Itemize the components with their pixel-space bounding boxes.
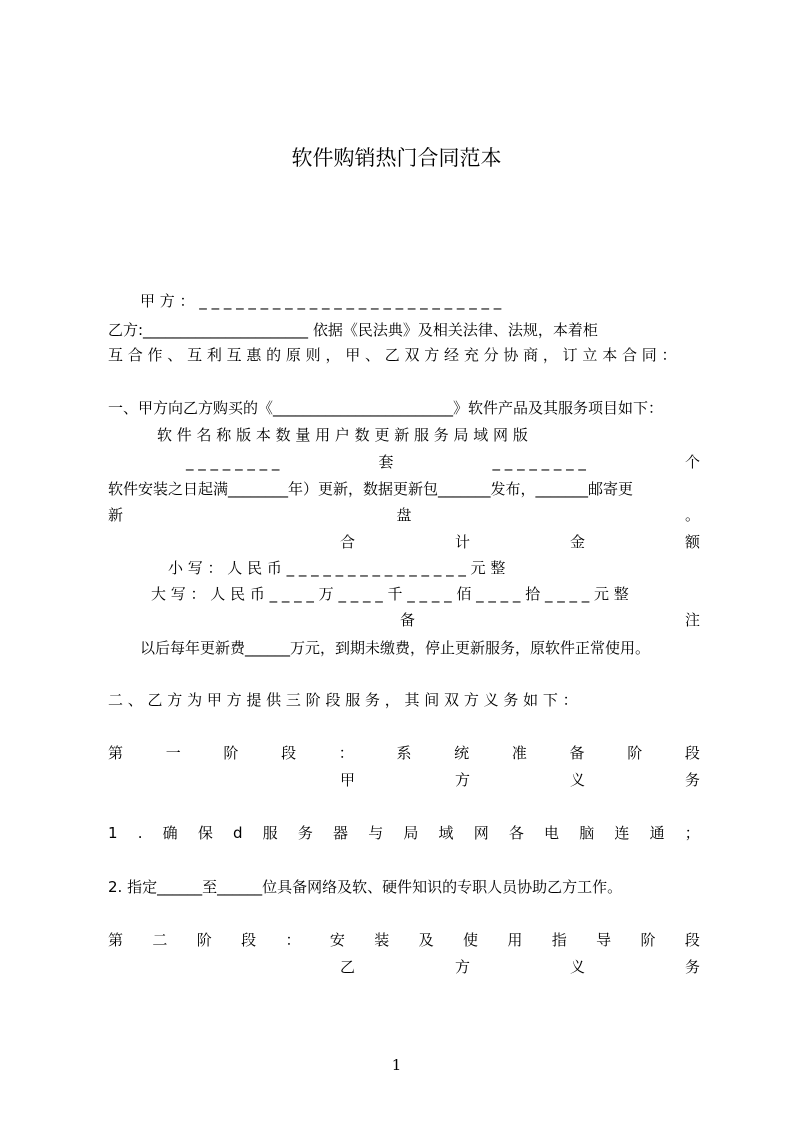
party-b-line: 乙方:______________________ 依据《民法典》及相关法律、法规，本着柜: [108, 321, 598, 339]
amount-uppercase: 大 写 ： 人 民 币 _ _ _ _ 万 _ _ _ _ 千 _ _ _ _ 佰 _ _ _ _ 拾 _ _ _ _ 元 整: [151, 585, 629, 603]
party-a-line: 甲 方 ： _ _ _ _ _ _ _ _ _ _ _ _ _ _ _ _ _ _ _ _ _ _ _ _ _: [140, 292, 502, 310]
preamble-continuation: 互 合 作 、 互 利 互 惠 的 原 则 ， 甲 、 乙 双 方 经 充 分 协 商 ， 订 立 本 合 同 ：: [108, 346, 677, 364]
user-count-blank: _ _ _ _ _ _ _ _: [492, 453, 586, 471]
section-2-heading: 二 、 乙 方 为 甲 方 提 供 三 阶 段 服 务 ， 其 间 双 方 义 务 如 下 ：: [108, 691, 578, 709]
amount-lowercase: 小 写 ： 人 民 币 _ _ _ _ _ _ _ _ _ _ _ _ _ _ _ 元 整: [168, 559, 506, 577]
document-title: 软件购销热门合同范本: [291, 146, 502, 170]
party-a-duties-heading: 甲 方 义 务: [340, 771, 700, 789]
stage-1-heading: 第 一 阶 段 ： 系 统 准 备 阶 段: [108, 744, 700, 762]
duty-item-1: 1 . 确 保 d 服 务 器 与 局 域 网 各 电 脑 连 通 ；: [108, 824, 700, 842]
quantity-row: [186, 452, 700, 472]
table-header-row: 软 件 名 称 版 本 数 量 用 户 数 更 新 服 务 局 域 网 版: [157, 426, 528, 444]
unit-user: 个: [684, 453, 700, 471]
install-continuation: 新 盘 。: [108, 506, 700, 524]
duty-item-2: 2. 指定______至______位具备网络及软、硬件知识的专职人员协助乙方工作。: [108, 878, 623, 896]
section-1-heading: 一、甲方向乙方购买的《________________________》软件产品及其服务项目如下：: [108, 399, 664, 417]
unit-set: 套: [378, 453, 394, 471]
party-b-duties-heading: 乙 方 义 务: [340, 958, 700, 976]
install-line: 软件安装之日起满________年）更新，数据更新包_______发布，_______邮寄更: [108, 480, 634, 498]
total-amount-label: 合 计 金 额: [340, 533, 700, 551]
quantity-blank: _ _ _ _ _ _ _ _: [186, 453, 280, 471]
remarks-label: 备 注: [400, 611, 700, 629]
page-number: 1: [391, 1056, 402, 1074]
renewal-fee-line: 以后每年更新费______万元，到期未缴费，停止更新服务，原软件正常使用。: [140, 639, 651, 657]
stage-2-heading: 第 二 阶 段 ： 安 装 及 使 用 指 导 阶 段: [108, 931, 700, 949]
